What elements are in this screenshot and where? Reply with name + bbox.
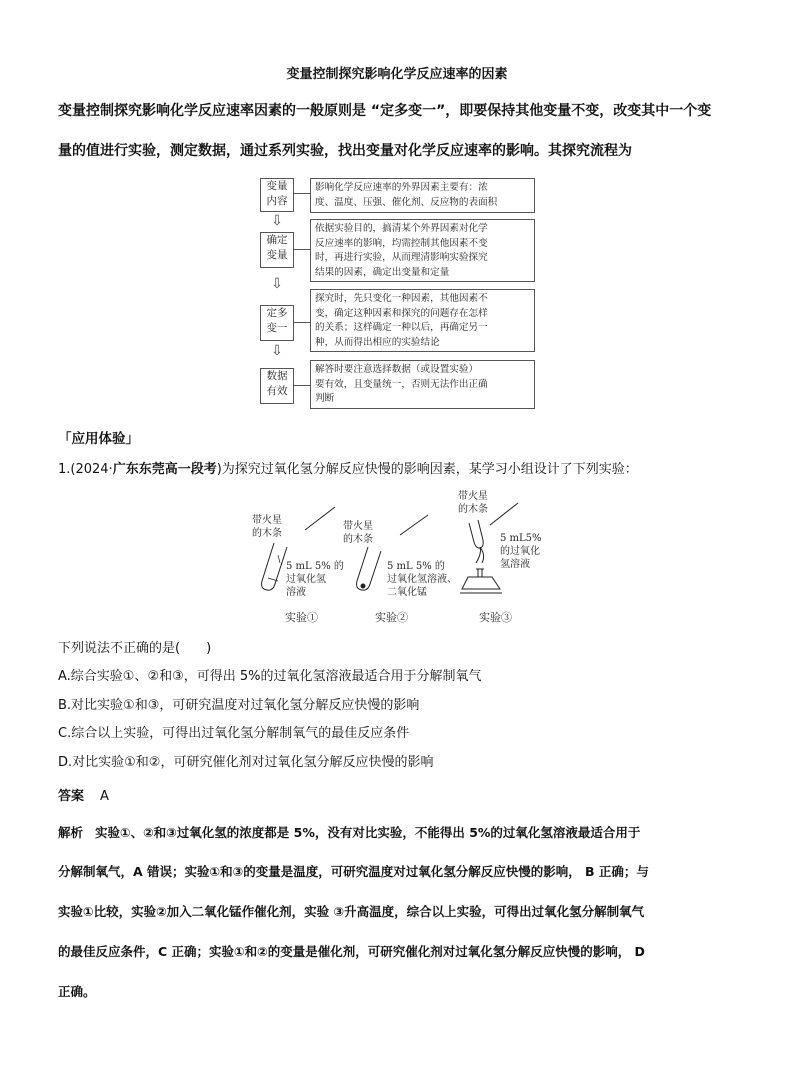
question-suffix: )为探究过氧化氢分解反应快慢的影响因素，某学习小组设计了下列实验：: [216, 462, 638, 477]
explanation-line-1: 解析 实验①、②和③过氧化氢的浓度都是 5%，没有对比实验，不能得出 5%的过氧化氢溶液最适合用于: [58, 825, 641, 840]
question-prefix: 1.(2024·: [58, 462, 113, 477]
alcohol-lamp: [460, 547, 502, 593]
answer-line: [58, 785, 109, 804]
intro-line-1: 变量控制探究影响化学反应速率因素的一般原则是 “定多变一”，即要保持其他变量不变，改变其中一个变: [58, 103, 712, 119]
flow-step-4-label: 数据 有效: [260, 368, 294, 404]
explanation-line-2: 分解制氧气，A 错误；实验①和③的变量是温度，可研究温度对过氧化氢分解反应快慢的影响， B 正确；与: [58, 864, 649, 879]
flow-step-2-text: 依据实验目的，搞清某个外界因素对化学 反应速率的影响，均需控制其他因素不变 时，再进行实验，从而理清影响实验探究 结果的因素，确定出变量和定量: [310, 219, 535, 282]
flow-connector-1: [294, 193, 310, 194]
flow-arrow-3: ⇩: [271, 343, 283, 359]
flow-connector-3: [294, 322, 310, 323]
question-stem: [58, 458, 638, 477]
exp1-caption: 实验①: [285, 611, 318, 624]
option-d: D.对比实验①和②，可研究催化剂对过氧化氢分解反应快慢的影响: [58, 755, 434, 770]
answer-label: 答案: [58, 789, 85, 804]
flow-step-1-text: 影响化学反应速率的外界因素主要有：浓 度、温度、压强、催化剂、反应物的表面积: [310, 178, 535, 213]
exp3-caption: 实验③: [479, 611, 512, 624]
flow-connector-4: [294, 385, 310, 386]
explanation-line-3: 实验①比较，实验②加入二氧化锰作催化剂，实验 ③升高温度，综合以上实验，可得出过氧化氢分解制氧气: [58, 904, 645, 919]
flow-arrow-1: ⇩: [271, 213, 283, 229]
flow-step-1-label: 变量 内容: [260, 178, 294, 212]
flow-step-2-label: 确定 变量: [260, 232, 294, 268]
exp2-caption: 实验②: [375, 611, 408, 624]
option-b: B.对比实验①和③，可研究温度对过氧化氢分解反应快慢的影响: [58, 698, 420, 713]
flow-step-3-text: 探究时，先只变化一种因素，其他因素不 变，确定这种因素和探究的问题存在怎样 的关系；这样确定一种以后，再确定另一 种，从而得出相应的实验结论: [310, 289, 535, 352]
exp1-splint-label: 带火星 的木条: [252, 515, 282, 539]
flow-step-4-text: 解答时要注意选择数据（或设置实验） 要有效，且变量统一，否则无法作出正确 判断: [310, 360, 535, 409]
exp1-liquid-label: 5 mL 5% 的 过氧化氢 溶液: [286, 561, 344, 598]
question-source: 广东东莞高一段考: [112, 462, 217, 477]
page-title: 变量控制探究影响化学反应速率的因素: [286, 67, 508, 82]
exp2-liquid-label: 5 mL 5% 的 过氧化氢溶液、 二氧化锰: [387, 561, 457, 598]
option-c: C.综合以上实验，可得出过氧化氢分解制氧气的最佳反应条件: [58, 726, 410, 741]
option-a: A.综合实验①、②和③，可得出 5%的过氧化氢溶液最适合用于分解制氧气: [58, 669, 482, 684]
explanation-line-5: 正确。: [58, 984, 96, 999]
answer-value: A: [100, 789, 109, 804]
flow-step-3-label: 定多 变一: [260, 305, 294, 341]
question-prompt: 下列说法不正确的是( ): [58, 641, 212, 656]
intro-line-2: 量的值进行实验，测定数据，通过系列实验，找出变量对化学反应速率的影响。其探究流程为: [58, 143, 632, 159]
explanation-label: 解析: [58, 825, 84, 840]
flow-connector-2: [294, 249, 310, 250]
exp3-splint-label: 带火星 的木条: [458, 491, 488, 515]
section-header: 「应用体验」: [58, 431, 139, 447]
explanation-line-4: 的最佳反应条件，C 正确；实验①和②的变量是催化剂，可研究催化剂对过氧化氢分解反应快慢的影响， D: [58, 944, 645, 959]
exp2-splint-label: 带火星 的木条: [343, 521, 373, 545]
flow-arrow-2: ⇩: [271, 276, 283, 292]
exp3-liquid-label: 5 mL5% 的过氧化 氢溶液: [500, 533, 542, 570]
